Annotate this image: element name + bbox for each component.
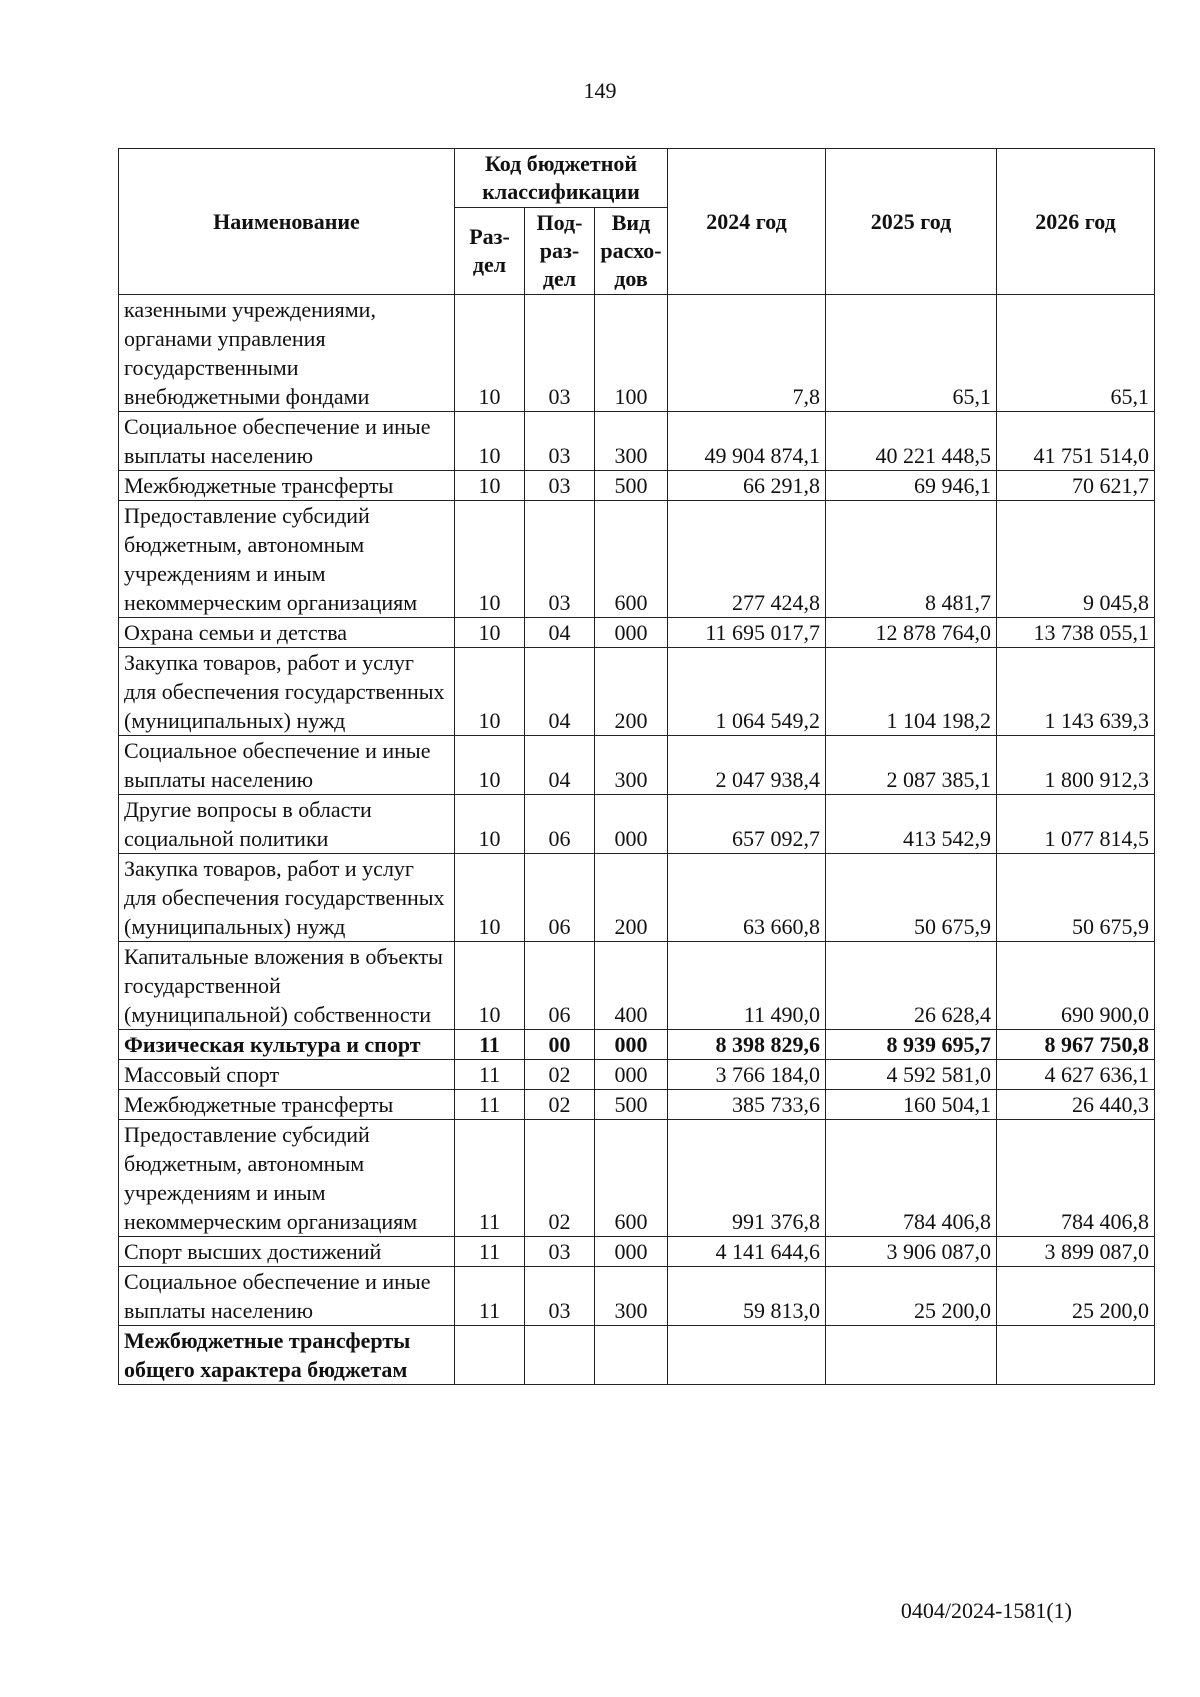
row-name: Социальное обеспечение и иные выплаты населению <box>119 1267 455 1326</box>
row-value-2024: 4 141 644,6 <box>668 1237 826 1267</box>
row-name: казенными учреждениями, органами управления государственными внебюджетными фондами <box>119 295 455 412</box>
row-value-2025: 1 104 198,2 <box>826 648 997 736</box>
row-expense-type: 000 <box>595 618 668 648</box>
row-value-2026: 3 899 087,0 <box>997 1237 1155 1267</box>
header-section: Раз-дел <box>455 208 525 295</box>
row-section: 10 <box>455 618 525 648</box>
row-value-2026: 41 751 514,0 <box>997 412 1155 471</box>
row-name: Предоставление субсидий бюджетным, автономным учреждениям и иным некоммерческим организациям <box>119 501 455 618</box>
row-subsection: 02 <box>525 1060 595 1090</box>
row-value-2025: 8 939 695,7 <box>826 1030 997 1060</box>
row-value-2024: 59 813,0 <box>668 1267 826 1326</box>
row-value-2024: 7,8 <box>668 295 826 412</box>
row-section <box>455 1326 525 1385</box>
row-value-2024: 2 047 938,4 <box>668 736 826 795</box>
row-name: Предоставление субсидий бюджетным, автономным учреждениям и иным некоммерческим организациям <box>119 1120 455 1237</box>
row-expense-type: 600 <box>595 1120 668 1237</box>
row-expense-type: 000 <box>595 795 668 854</box>
row-value-2025: 3 906 087,0 <box>826 1237 997 1267</box>
row-value-2024: 657 092,7 <box>668 795 826 854</box>
table-row <box>119 1090 1155 1120</box>
row-section: 10 <box>455 736 525 795</box>
row-value-2026: 26 440,3 <box>997 1090 1155 1120</box>
row-value-2024: 8 398 829,6 <box>668 1030 826 1060</box>
row-expense-type: 600 <box>595 501 668 618</box>
row-value-2026 <box>997 1326 1155 1385</box>
row-name: Массовый спорт <box>119 1060 455 1090</box>
row-name: Физическая культура и спорт <box>119 1030 455 1060</box>
row-value-2024: 11 490,0 <box>668 942 826 1030</box>
row-expense-type: 000 <box>595 1060 668 1090</box>
row-name: Капитальные вложения в объекты государственной (муниципальной) собственности <box>119 942 455 1030</box>
row-subsection: 03 <box>525 471 595 501</box>
table-body <box>119 295 1155 1385</box>
row-value-2025: 50 675,9 <box>826 854 997 942</box>
row-value-2025: 8 481,7 <box>826 501 997 618</box>
budget-table <box>118 148 1155 1385</box>
table-row <box>119 736 1155 795</box>
row-value-2026: 1 077 814,5 <box>997 795 1155 854</box>
row-section: 10 <box>455 795 525 854</box>
row-value-2024 <box>668 1326 826 1385</box>
header-code-group: Код бюджетной классификации <box>455 149 668 208</box>
row-name: Межбюджетные трансферты общего характера бюджетам <box>119 1326 455 1385</box>
row-value-2026: 8 967 750,8 <box>997 1030 1155 1060</box>
row-section: 10 <box>455 648 525 736</box>
row-name: Закупка товаров, работ и услуг для обеспечения государственных (муниципальных) нужд <box>119 854 455 942</box>
row-expense-type: 300 <box>595 736 668 795</box>
row-value-2025: 25 200,0 <box>826 1267 997 1326</box>
row-section: 11 <box>455 1120 525 1237</box>
row-value-2026: 13 738 055,1 <box>997 618 1155 648</box>
row-expense-type: 000 <box>595 1030 668 1060</box>
table-row <box>119 854 1155 942</box>
row-value-2025: 160 504,1 <box>826 1090 997 1120</box>
row-section: 11 <box>455 1267 525 1326</box>
row-value-2024: 3 766 184,0 <box>668 1060 826 1090</box>
row-expense-type: 100 <box>595 295 668 412</box>
table-row <box>119 795 1155 854</box>
row-subsection: 02 <box>525 1120 595 1237</box>
row-value-2026: 1 143 639,3 <box>997 648 1155 736</box>
row-subsection: 06 <box>525 854 595 942</box>
row-name: Закупка товаров, работ и услуг для обеспечения государственных (муниципальных) нужд <box>119 648 455 736</box>
row-subsection: 06 <box>525 942 595 1030</box>
row-subsection: 03 <box>525 1267 595 1326</box>
row-section: 10 <box>455 412 525 471</box>
header-expense-type: Вид расхо-дов <box>595 208 668 295</box>
header-2026: 2026 год <box>997 149 1155 295</box>
row-value-2025: 413 542,9 <box>826 795 997 854</box>
row-expense-type: 300 <box>595 1267 668 1326</box>
row-subsection: 03 <box>525 412 595 471</box>
row-value-2025: 2 087 385,1 <box>826 736 997 795</box>
row-expense-type: 200 <box>595 854 668 942</box>
row-value-2024: 66 291,8 <box>668 471 826 501</box>
table-row <box>119 1030 1155 1060</box>
row-subsection: 03 <box>525 295 595 412</box>
row-value-2025 <box>826 1326 997 1385</box>
table-row <box>119 942 1155 1030</box>
row-value-2024: 63 660,8 <box>668 854 826 942</box>
table-row <box>119 471 1155 501</box>
table-row <box>119 648 1155 736</box>
row-section: 11 <box>455 1060 525 1090</box>
table-row <box>119 1120 1155 1237</box>
row-section: 10 <box>455 854 525 942</box>
row-value-2025: 26 628,4 <box>826 942 997 1030</box>
row-subsection: 04 <box>525 648 595 736</box>
row-value-2026: 25 200,0 <box>997 1267 1155 1326</box>
row-value-2024: 277 424,8 <box>668 501 826 618</box>
row-value-2025: 65,1 <box>826 295 997 412</box>
row-name: Межбюджетные трансферты <box>119 1090 455 1120</box>
header-subsection: Под-раз-дел <box>525 208 595 295</box>
row-subsection: 04 <box>525 618 595 648</box>
row-subsection: 03 <box>525 501 595 618</box>
row-section: 11 <box>455 1237 525 1267</box>
row-expense-type: 200 <box>595 648 668 736</box>
row-value-2025: 4 592 581,0 <box>826 1060 997 1090</box>
row-name: Социальное обеспечение и иные выплаты населению <box>119 736 455 795</box>
row-value-2026: 1 800 912,3 <box>997 736 1155 795</box>
document-code: 0404/2024-1581(1) <box>900 1598 1072 1623</box>
row-value-2026: 784 406,8 <box>997 1120 1155 1237</box>
header-name: Наименование <box>119 149 455 295</box>
table-row <box>119 412 1155 471</box>
table-row <box>119 501 1155 618</box>
row-value-2024: 991 376,8 <box>668 1120 826 1237</box>
row-expense-type: 500 <box>595 1090 668 1120</box>
row-value-2025: 40 221 448,5 <box>826 412 997 471</box>
row-section: 10 <box>455 295 525 412</box>
row-expense-type: 500 <box>595 471 668 501</box>
table-row <box>119 1326 1155 1385</box>
page-number: 149 <box>583 78 617 103</box>
row-subsection: 00 <box>525 1030 595 1060</box>
row-name: Межбюджетные трансферты <box>119 471 455 501</box>
row-value-2025: 784 406,8 <box>826 1120 997 1237</box>
row-subsection: 04 <box>525 736 595 795</box>
row-section: 10 <box>455 501 525 618</box>
row-value-2026: 50 675,9 <box>997 854 1155 942</box>
row-subsection: 03 <box>525 1237 595 1267</box>
row-value-2024: 11 695 017,7 <box>668 618 826 648</box>
row-value-2024: 385 733,6 <box>668 1090 826 1120</box>
row-name: Социальное обеспечение и иные выплаты населению <box>119 412 455 471</box>
row-name: Спорт высших достижений <box>119 1237 455 1267</box>
row-section: 10 <box>455 942 525 1030</box>
row-value-2025: 12 878 764,0 <box>826 618 997 648</box>
table-row <box>119 618 1155 648</box>
row-value-2026: 690 900,0 <box>997 942 1155 1030</box>
table-row <box>119 1267 1155 1326</box>
row-section: 11 <box>455 1030 525 1060</box>
row-name: Охрана семьи и детства <box>119 618 455 648</box>
row-name: Другие вопросы в области социальной политики <box>119 795 455 854</box>
row-value-2024: 1 064 549,2 <box>668 648 826 736</box>
header-2025: 2025 год <box>826 149 997 295</box>
row-expense-type: 300 <box>595 412 668 471</box>
row-value-2026: 9 045,8 <box>997 501 1155 618</box>
row-value-2025: 69 946,1 <box>826 471 997 501</box>
row-expense-type: 000 <box>595 1237 668 1267</box>
row-value-2026: 4 627 636,1 <box>997 1060 1155 1090</box>
row-section: 10 <box>455 471 525 501</box>
row-value-2026: 65,1 <box>997 295 1155 412</box>
row-value-2026: 70 621,7 <box>997 471 1155 501</box>
header-2024: 2024 год <box>668 149 826 295</box>
table-row <box>119 295 1155 412</box>
row-subsection: 02 <box>525 1090 595 1120</box>
row-section: 11 <box>455 1090 525 1120</box>
row-value-2024: 49 904 874,1 <box>668 412 826 471</box>
row-expense-type: 400 <box>595 942 668 1030</box>
table-row <box>119 1237 1155 1267</box>
table-header <box>119 149 1155 295</box>
row-subsection <box>525 1326 595 1385</box>
row-expense-type <box>595 1326 668 1385</box>
table-row <box>119 1060 1155 1090</box>
row-subsection: 06 <box>525 795 595 854</box>
